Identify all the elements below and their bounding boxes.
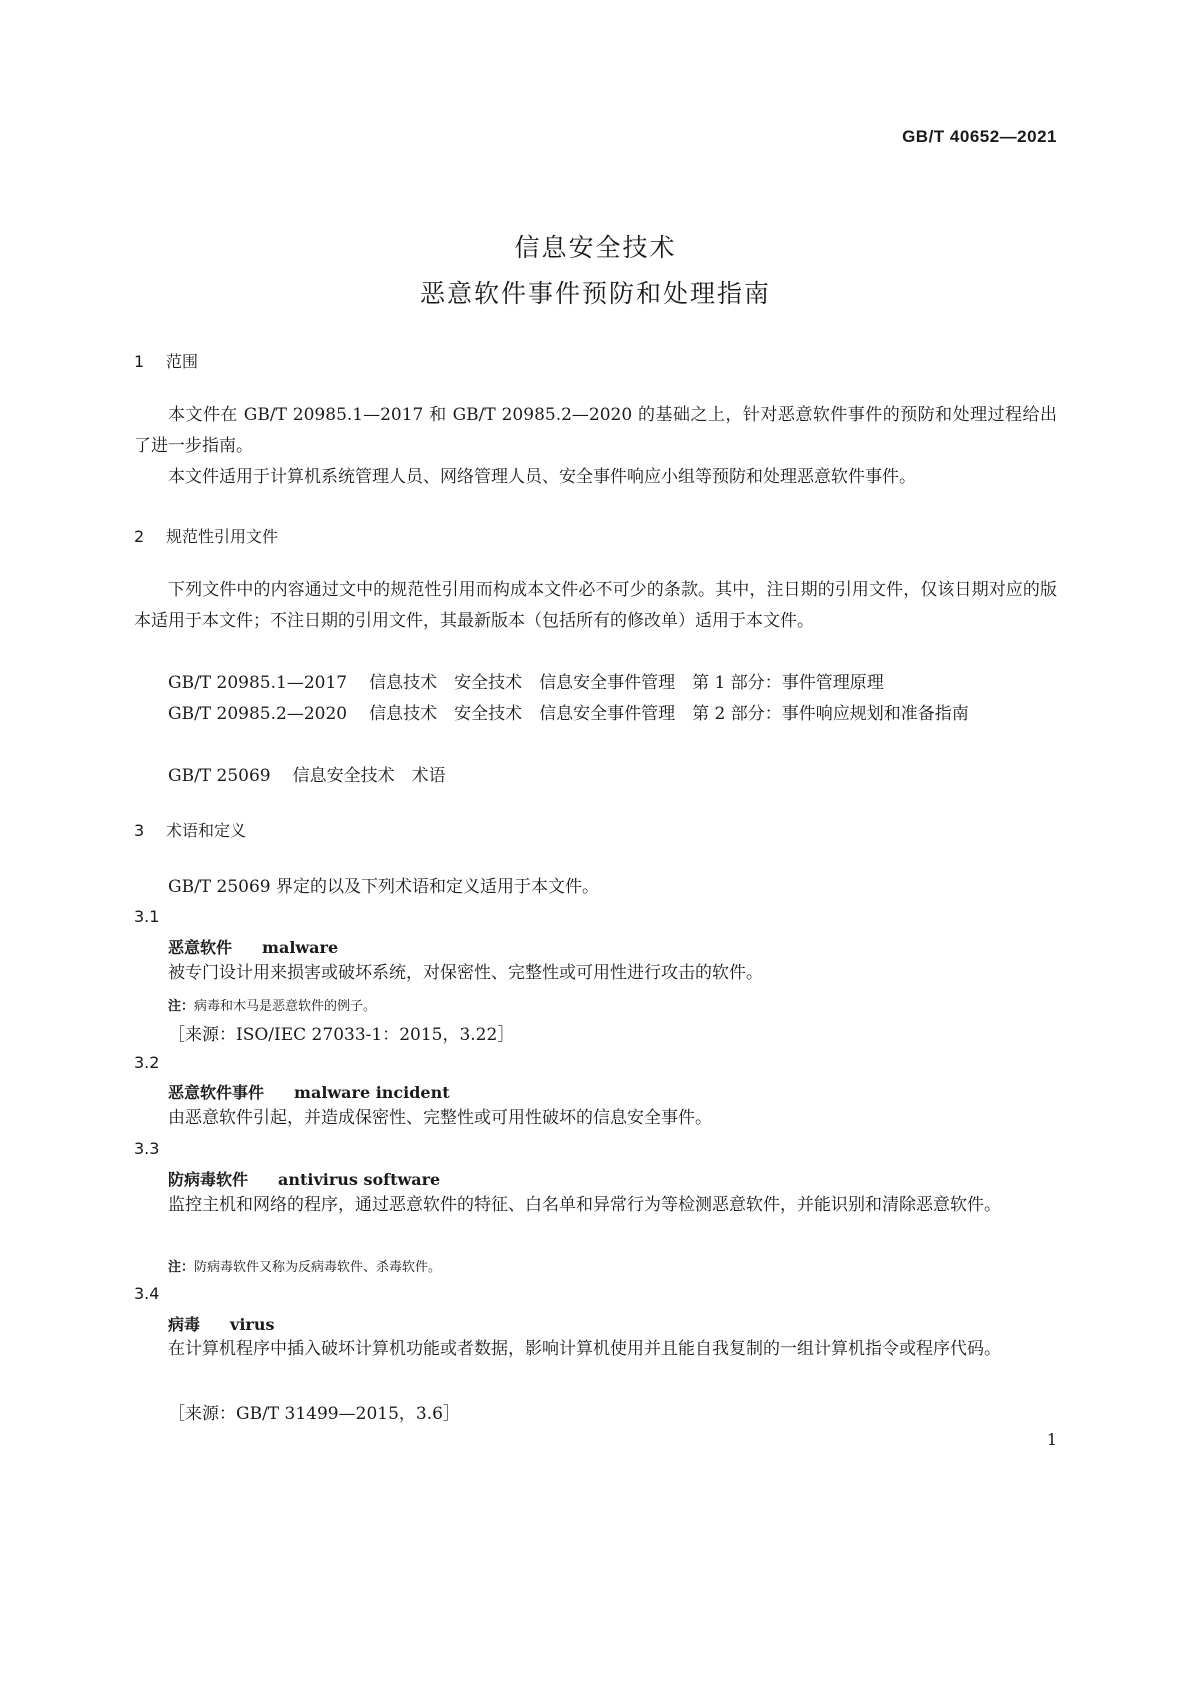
section-2-heading	[134, 524, 278, 547]
term-english: malware	[262, 938, 339, 957]
standard-code: GB/T 40652—2021	[902, 127, 1057, 146]
term-3-4-definition: 在计算机程序中插入破坏计算机功能或者数据，影响计算机使用并且能自我复制的一组计算机指令或程序代码。	[168, 1339, 1001, 1359]
normative-reference-2	[134, 699, 1057, 730]
note-label: 注：	[168, 999, 195, 1014]
reference-title: 信息安全技术 术语	[292, 766, 446, 786]
section-number: 2	[134, 527, 145, 546]
section-title: 术语和定义	[166, 821, 247, 840]
section-1-heading	[134, 349, 198, 372]
reference-code: GB/T 25069	[168, 766, 271, 786]
document-title-line1: 信息安全技术	[514, 233, 677, 262]
term-3-2	[168, 1080, 450, 1103]
term-3-1	[168, 935, 338, 958]
term-3-1-number: 3.1	[134, 907, 160, 926]
term-chinese: 病毒	[168, 1315, 201, 1334]
document-title-line2: 恶意软件事件预防和处理指南	[419, 279, 771, 308]
section-number: 3	[134, 821, 145, 840]
section-1-paragraph-1: 本文件在 GB/T 20985.1—2017 和 GB/T 20985.2—2020 的基础之上，针对恶意软件事件的预防和处理过程给出了进一步指南。	[134, 405, 1057, 456]
section-1-paragraph-2: 本文件适用于计算机系统管理人员、网络管理人员、安全事件响应小组等预防和处理恶意软件事件。	[168, 467, 916, 487]
term-3-1-note	[168, 995, 376, 1014]
section-title: 范围	[166, 352, 199, 371]
term-3-1-source: ［来源：ISO/IEC 27033-1：2015，3.22］	[168, 1025, 515, 1045]
reference-code: GB/T 20985.2—2020	[168, 704, 348, 724]
section-title: 规范性引用文件	[166, 527, 279, 546]
term-3-4	[168, 1312, 274, 1335]
term-english: malware incident	[294, 1083, 450, 1102]
term-english: antivirus software	[278, 1170, 441, 1189]
term-chinese: 防病毒软件	[168, 1170, 249, 1189]
term-3-4-number: 3.4	[134, 1284, 160, 1303]
note-label: 注：	[168, 1260, 195, 1275]
note-text: 防病毒软件又称为反病毒软件、杀毒软件。	[194, 1260, 442, 1275]
term-3-4-source: ［来源：GB/T 31499—2015，3.6］	[168, 1404, 460, 1424]
reference-title: 信息技术 安全技术 信息安全事件管理 第 2 部分：事件响应规划和准备指南	[369, 704, 969, 724]
note-text: 病毒和木马是恶意软件的例子。	[194, 999, 377, 1014]
section-3-heading	[134, 818, 246, 841]
reference-title: 信息技术 安全技术 信息安全事件管理 第 1 部分：事件管理原理	[369, 673, 884, 693]
term-3-2-number: 3.2	[134, 1053, 160, 1072]
reference-code: GB/T 20985.1—2017	[168, 673, 348, 693]
term-3-3-number: 3.3	[134, 1139, 160, 1158]
section-3-intro: GB/T 25069 界定的以及下列术语和定义适用于本文件。	[168, 877, 600, 897]
term-chinese: 恶意软件	[168, 938, 233, 957]
normative-reference-1	[134, 668, 1057, 699]
page-number: 1	[1046, 1430, 1057, 1449]
term-3-1-definition: 被专门设计用来损害或破坏系统，对保密性、完整性或可用性进行攻击的软件。	[168, 963, 763, 983]
term-3-3-definition: 监控主机和网络的程序，通过恶意软件的特征、白名单和异常行为等检测恶意软件，并能识别和清除恶意软件。	[168, 1195, 1001, 1215]
term-3-3-note	[168, 1256, 441, 1275]
term-3-3	[168, 1167, 440, 1190]
term-3-2-definition: 由恶意软件引起，并造成保密性、完整性或可用性破坏的信息安全事件。	[168, 1108, 712, 1128]
term-english: virus	[230, 1315, 275, 1334]
section-number: 1	[134, 352, 145, 371]
normative-reference-3	[134, 761, 1057, 792]
section-2-intro: 下列文件中的内容通过文中的规范性引用而构成本文件必不可少的条款。其中，注日期的引用文件，仅该日期对应的版本适用于本文件；不注日期的引用文件，其最新版本（包括所有的修改单）适用于本文件。	[134, 580, 1057, 631]
term-chinese: 恶意软件事件	[168, 1083, 265, 1102]
